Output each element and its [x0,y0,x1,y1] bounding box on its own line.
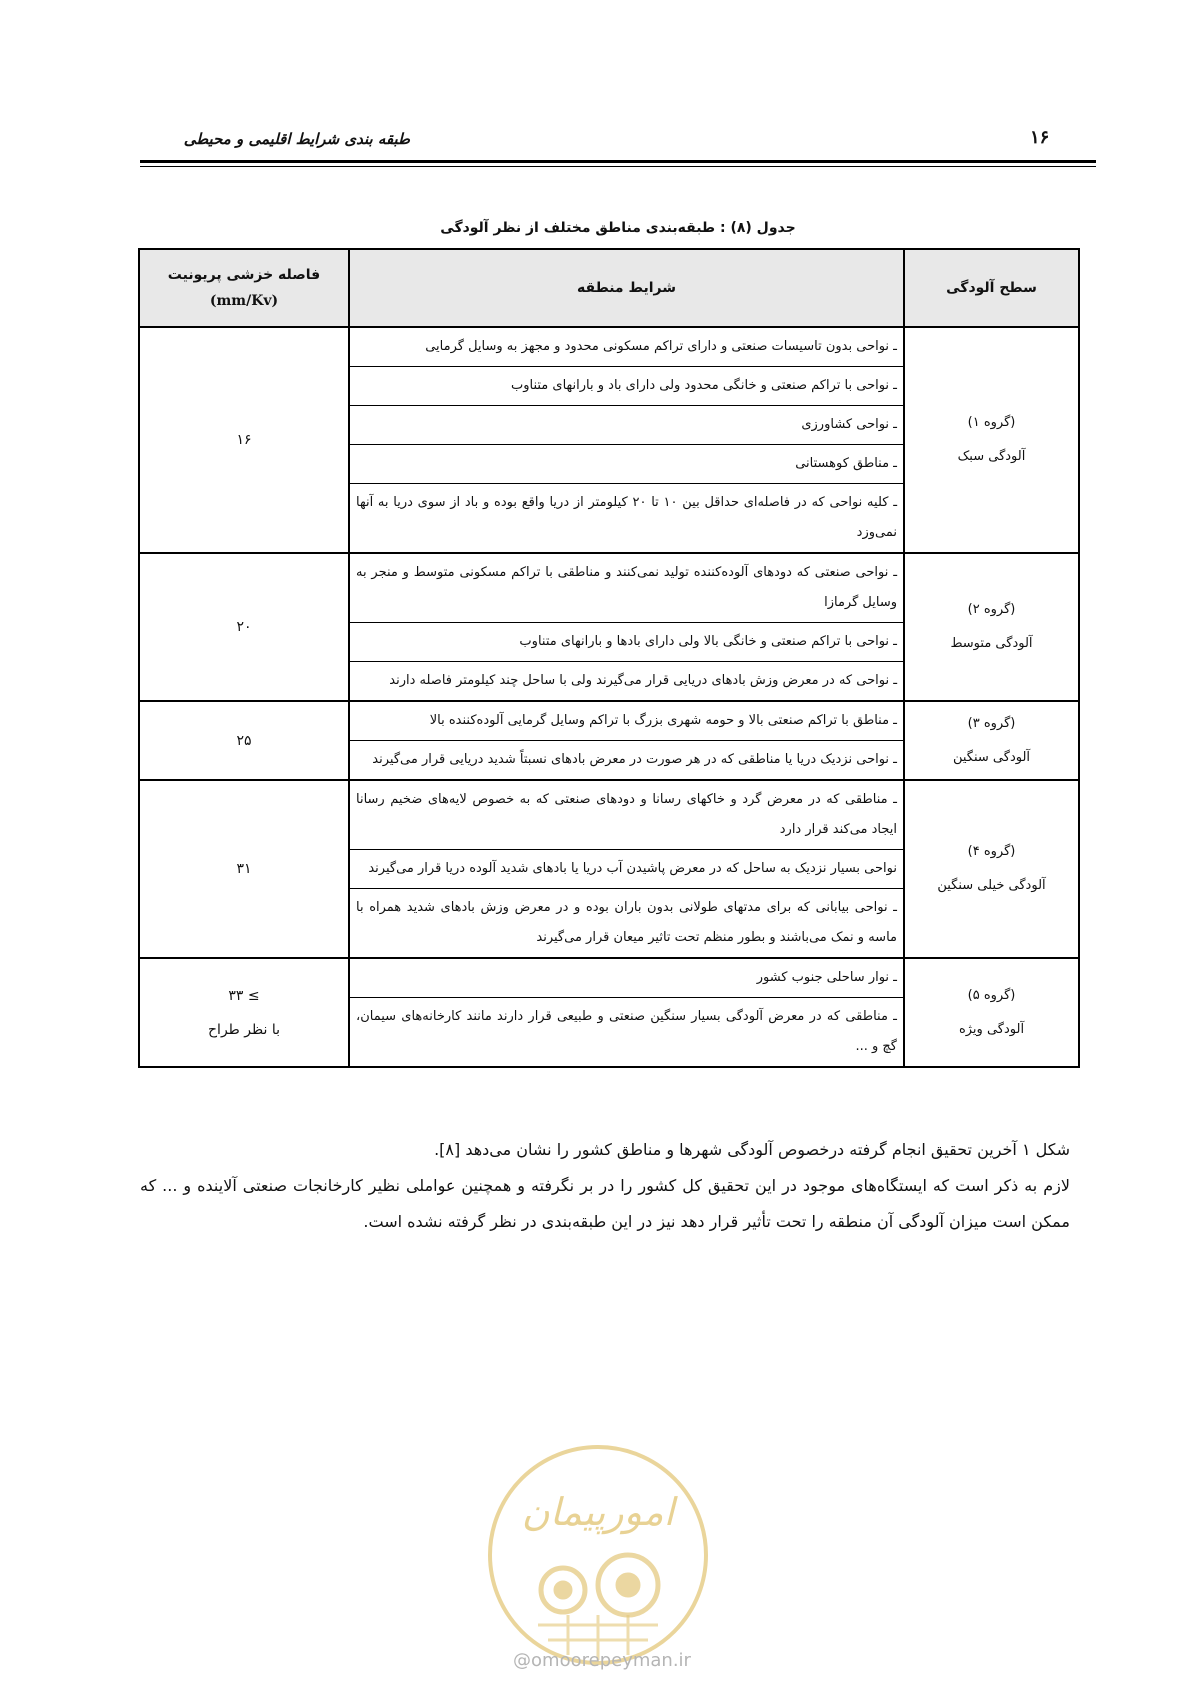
group-label: (گروه ۲) [967,602,1016,617]
header-rule-thick [140,160,1096,163]
pollution-table-body [139,249,1079,1067]
conditions-cell [349,327,904,553]
group-label: (گروه ۱) [967,415,1016,430]
watermark-logo [478,1440,718,1670]
paragraph-line-1: شکل ۱ آخرین تحقیق انجام گرفته درخصوص آلودگی شهرها و مناطق کشور را نشان می‌دهد [۸]. [434,1140,1070,1159]
distance-cell [139,701,349,780]
header-distance-label: فاصله خزشی پریونیت [167,267,321,283]
condition-item: ـ نواحی با تراکم صنعتی و خانگی محدود ولی دارای باد و بارانهای متناوب [350,367,903,406]
header-level: سطح آلودگی [904,249,1079,327]
condition-item: ـ نواحی با تراکم صنعتی و خانگی بالا ولی دارای بادها و بارانهای متناوب [350,623,903,662]
condition-item: ـ مناطق با تراکم صنعتی بالا و حومه شهری بزرگ با تراکم وسایل گرمایی آلوده‌کننده بالا [350,702,903,741]
paragraph-line-2: لازم به ذکر است که ایستگاه‌های موجود در این تحقیق کل کشور را در بر نگرفته و همچنین عواملی نظیر کارخانجات صنعتی آلاینده و ... که ممکن است میزان آلودگی آن منطقه را تحت تأثیر قرار دهد نیز در این طبقه‌بندی در نظر گرفته نشده است. [140,1176,1070,1231]
distance-value: ۲۵ [236,732,252,749]
condition-item: ـ نواحی کشاورزی [350,406,903,445]
running-header-title: طبقه بندی شرایط اقلیمی و محیطی [183,130,410,148]
level-cell [904,327,1079,553]
table-row [139,701,1079,780]
level-label: آلودگی سنگین [952,749,1031,765]
table-caption: جدول (۸) : طبقه‌بندی مناطق مختلف از نظر آلودگی [440,220,796,236]
condition-item: نواحی بسیار نزدیک به ساحل که در معرض پاشیدن آب دریا یا بادهای شدید آلوده دریا قرار می‌گیرند [350,850,903,889]
group-label: (گروه ۳) [967,715,1016,731]
level-cell [904,553,1079,701]
group-label: (گروه ۴) [967,844,1016,859]
condition-item: ـ نواحی نزدیک دریا یا مناطقی که در هر صورت در معرض بادهای نسبتاً شدید دریایی قرار می‌گیرند [372,752,897,767]
level-label: آلودگی متوسط [950,636,1033,651]
condition-item: ـ نواحی که در معرض وزش بادهای دریایی قرار می‌گیرند ولی با ساحل چند کیلومتر فاصله دارند [389,673,897,688]
table-row [139,958,1079,1067]
condition-item: ـ مناطقی که در معرض آلودگی بسیار سنگین صنعتی و طبیعی قرار دارند مانند کارخانه‌های سیمان، گچ و ... [356,1009,897,1054]
distance-note: با نظر طراح [208,1021,280,1038]
level-cell [904,958,1079,1067]
condition-item: ـ نواحی بدون تاسیسات صنعتی و دارای تراکم مسکونی محدود و مجهز به وسایل گرمایی [350,328,903,367]
level-cell [904,780,1079,958]
conditions-cell [349,958,904,1067]
conditions-cell [349,780,904,958]
distance-value: ۳۱ [236,861,252,877]
watermark-site: @omoorepeyman.ir [513,1650,691,1671]
condition-item: ـ کلیه نواحی که در فاصله‌ای حداقل بین ۱۰ تا ۲۰ کیلومتر از دریا واقع بوده و باد از سوی دریا به آنها نمی‌وزد [356,495,898,540]
distance-cell [139,553,349,701]
table-row [139,327,1079,553]
header-rule-thin [140,166,1096,167]
distance-cell [139,780,349,958]
level-label: آلودگی سبک [957,449,1026,464]
distance-cell [139,327,349,553]
condition-item: ـ نوار ساحلی جنوب کشور [350,959,903,998]
pollution-table [138,248,1080,1068]
table-header-row [139,249,1079,327]
watermark-gears [541,1555,658,1615]
level-cell [904,701,1079,780]
group-label: (گروه ۵) [967,987,1016,1003]
condition-item: ـ مناطق کوهستانی [350,445,903,484]
condition-item: ـ نواحی بیابانی که برای مدتهای طولانی بدون باران بوده و در معرض وزش بادهای شدید همراه با ماسه و نمک می‌باشند و بطور منظم تحت تاثیر میعان قرار می‌گیرند [356,900,897,945]
level-label: آلودگی خیلی سنگین [937,878,1046,893]
distance-value: ۲۰ [236,619,252,635]
distance-value: ۱۶ [236,432,252,448]
page-number: ۱۶ [1030,127,1050,148]
table-row [139,780,1079,958]
watermark-logo-text: امورپیمان [521,1490,675,1534]
body-paragraph [140,1132,1070,1240]
header-distance [139,249,349,327]
condition-item: ـ مناطقی که در معرض گرد و خاکهای رسانا و دودهای صنعتی که به خصوص لایه‌های ضخیم رسانا ایجاد می‌کند قرار دارد [350,781,903,850]
distance-cell [139,958,349,1067]
header-conditions: شرایط منطقه [349,249,904,327]
header-distance-unit: (mm/Kv) [209,293,279,309]
table-row [139,553,1079,701]
distance-value: ≥ ۳۳ [228,987,260,1004]
conditions-cell [349,701,904,780]
condition-item: ـ نواحی صنعتی که دودهای آلوده‌کننده تولید نمی‌کنند و مناطقی با تراکم مسکونی متوسط و منجر به وسایل گرمازا [350,554,903,623]
level-label: آلودگی ویژه [958,1021,1025,1037]
conditions-cell [349,553,904,701]
